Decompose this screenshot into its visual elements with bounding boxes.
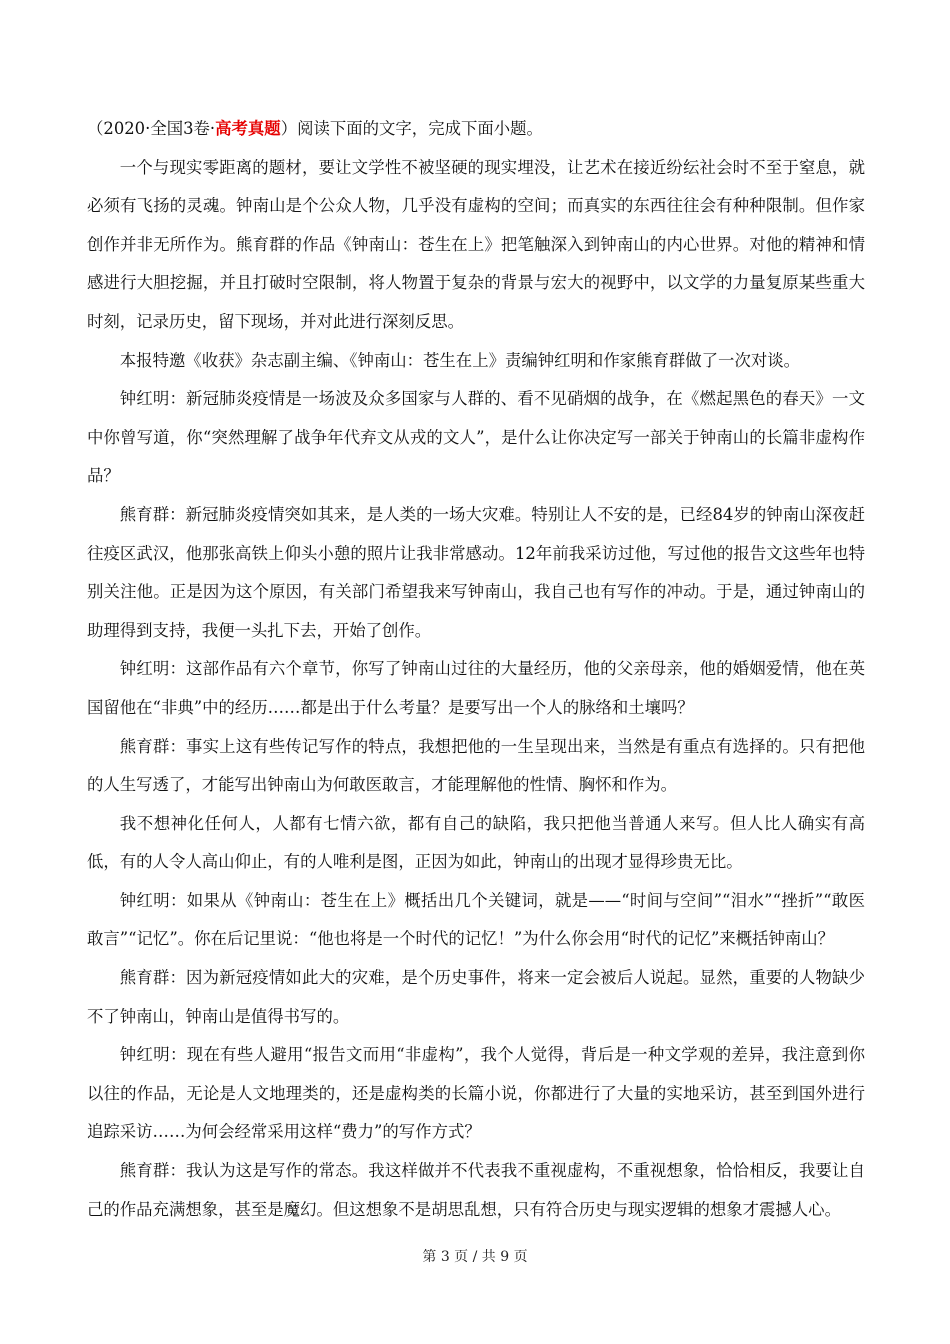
paragraph-answer-2b: 我不想神化任何人，人都有七情六欲，都有自己的缺陷，我只把他当普通人来写。但人比人确实有高低，有的人令人高山仰止，有的人唯利是图，正因为如此，钟南山的出现才显得珍贵无比。 <box>87 813 865 872</box>
paragraph-answer-2a: 熊育群：事实上这有些传记写作的特点，我想把他的一生呈现出来，当然是有重点有选择的。只有把他的人生写透了，才能写出钟南山为何敢医敢言，才能理解他的性情、胸怀和作为。 <box>87 736 865 795</box>
paragraph-intro: 一个与现实零距离的题材，要让文学性不被坚硬的现实埋没，让艺术在接近纷纭社会时不至于窒息，就必须有飞扬的灵魂。钟南山是个公众人物，几乎没有虚构的空间；而真实的东西往往会有种种限制。但作家创作并非无所作为。熊育群的作品《钟南山：苍生在上》把笔触深入到钟南山的内心世界。对他的精神和情感进行大胆挖掘，并且打破时空限制，将人物置于复杂的背景与宏大的视野中，以文学的力量复原某些重大时刻，记录历史，留下现场，并对此进行深刻反思。 <box>87 157 865 331</box>
paragraph-question-1: 钟红明：新冠肺炎疫情是一场波及众多国家与人群的、看不见硝烟的战争，在《燃起黑色的春天》一文中你曾写道，你“突然理解了战争年代弃文从戎的文人”，是什么让你决定写一部关于钟南山的长篇非虚构作品？ <box>87 389 865 486</box>
page-footer: 第 3 页 / 共 9 页 <box>422 1249 528 1265</box>
source-suffix: ）阅读下面的文字，完成下面小题。 <box>280 119 543 138</box>
source-prefix: （2020·全国3卷· <box>87 119 216 138</box>
paragraph-question-3: 钟红明：如果从《钟南山：苍生在上》概括出几个关键词，就是——“时间与空间”“泪水”“挫折”“敢医敢言”“记忆”。你在后记里说：“他也将是一个时代的记忆！”为什么你会用“时代的记忆”来概括钟南山？ <box>87 890 865 949</box>
question-source-line <box>87 110 865 149</box>
paragraph-question-2: 钟红明：这部作品有六个章节，你写了钟南山过往的大量经历，他的父亲母亲，他的婚姻爱情，他在英国留他在“非典”中的经历……都是出于什么考量？是要写出一个人的脉络和土壤吗？ <box>87 659 865 717</box>
paragraph-answer-4: 熊育群：我认为这是写作的常态。我这样做并不代表我不重视虚构，不重视想象，恰恰相反，我要让自己的作品充满想象，甚至是魔幻。但这想象不是胡思乱想，只有符合历史与现实逻辑的想象才震撼人心。 <box>87 1161 865 1219</box>
document-body <box>87 110 865 1229</box>
paragraph-answer-1: 熊育群：新冠肺炎疫情突如其来，是人类的一场大灾难。特别让人不安的是，已经84岁的钟南山深夜赶往疫区武汉，他那张高铁上仰头小憩的照片让我非常感动。12年前我采访过他，写过他的报告文这些年也特别关注他。正是因为这个原因，有关部门希望我来写钟南山，我自己也有写作的冲动。于是，通过钟南山的助理得到支持，我便一头扎下去，开始了创作。 <box>87 504 865 640</box>
paragraph-invitation: 本报特邀《收获》杂志副主编、《钟南山：苍生在上》责编钟红明和作家熊育群做了一次对谈。 <box>119 350 801 370</box>
source-highlight: 高考真题 <box>215 119 281 138</box>
paragraph-question-4: 钟红明：现在有些人避用“报告文而用“非虚构”，我个人觉得，背后是一种文学观的差异，我注意到你以往的作品，无论是人文地理类的，还是虚构类的长篇小说，你都进行了大量的实地采访，甚至到国外进行追踪采访……为何会经常采用这样“费力”的写作方式？ <box>87 1045 865 1142</box>
paragraph-answer-3: 熊育群：因为新冠疫情如此大的灾难，是个历史事件，将来一定会被后人说起。显然，重要的人物缺少不了钟南山，钟南山是值得书写的。 <box>87 968 865 1026</box>
